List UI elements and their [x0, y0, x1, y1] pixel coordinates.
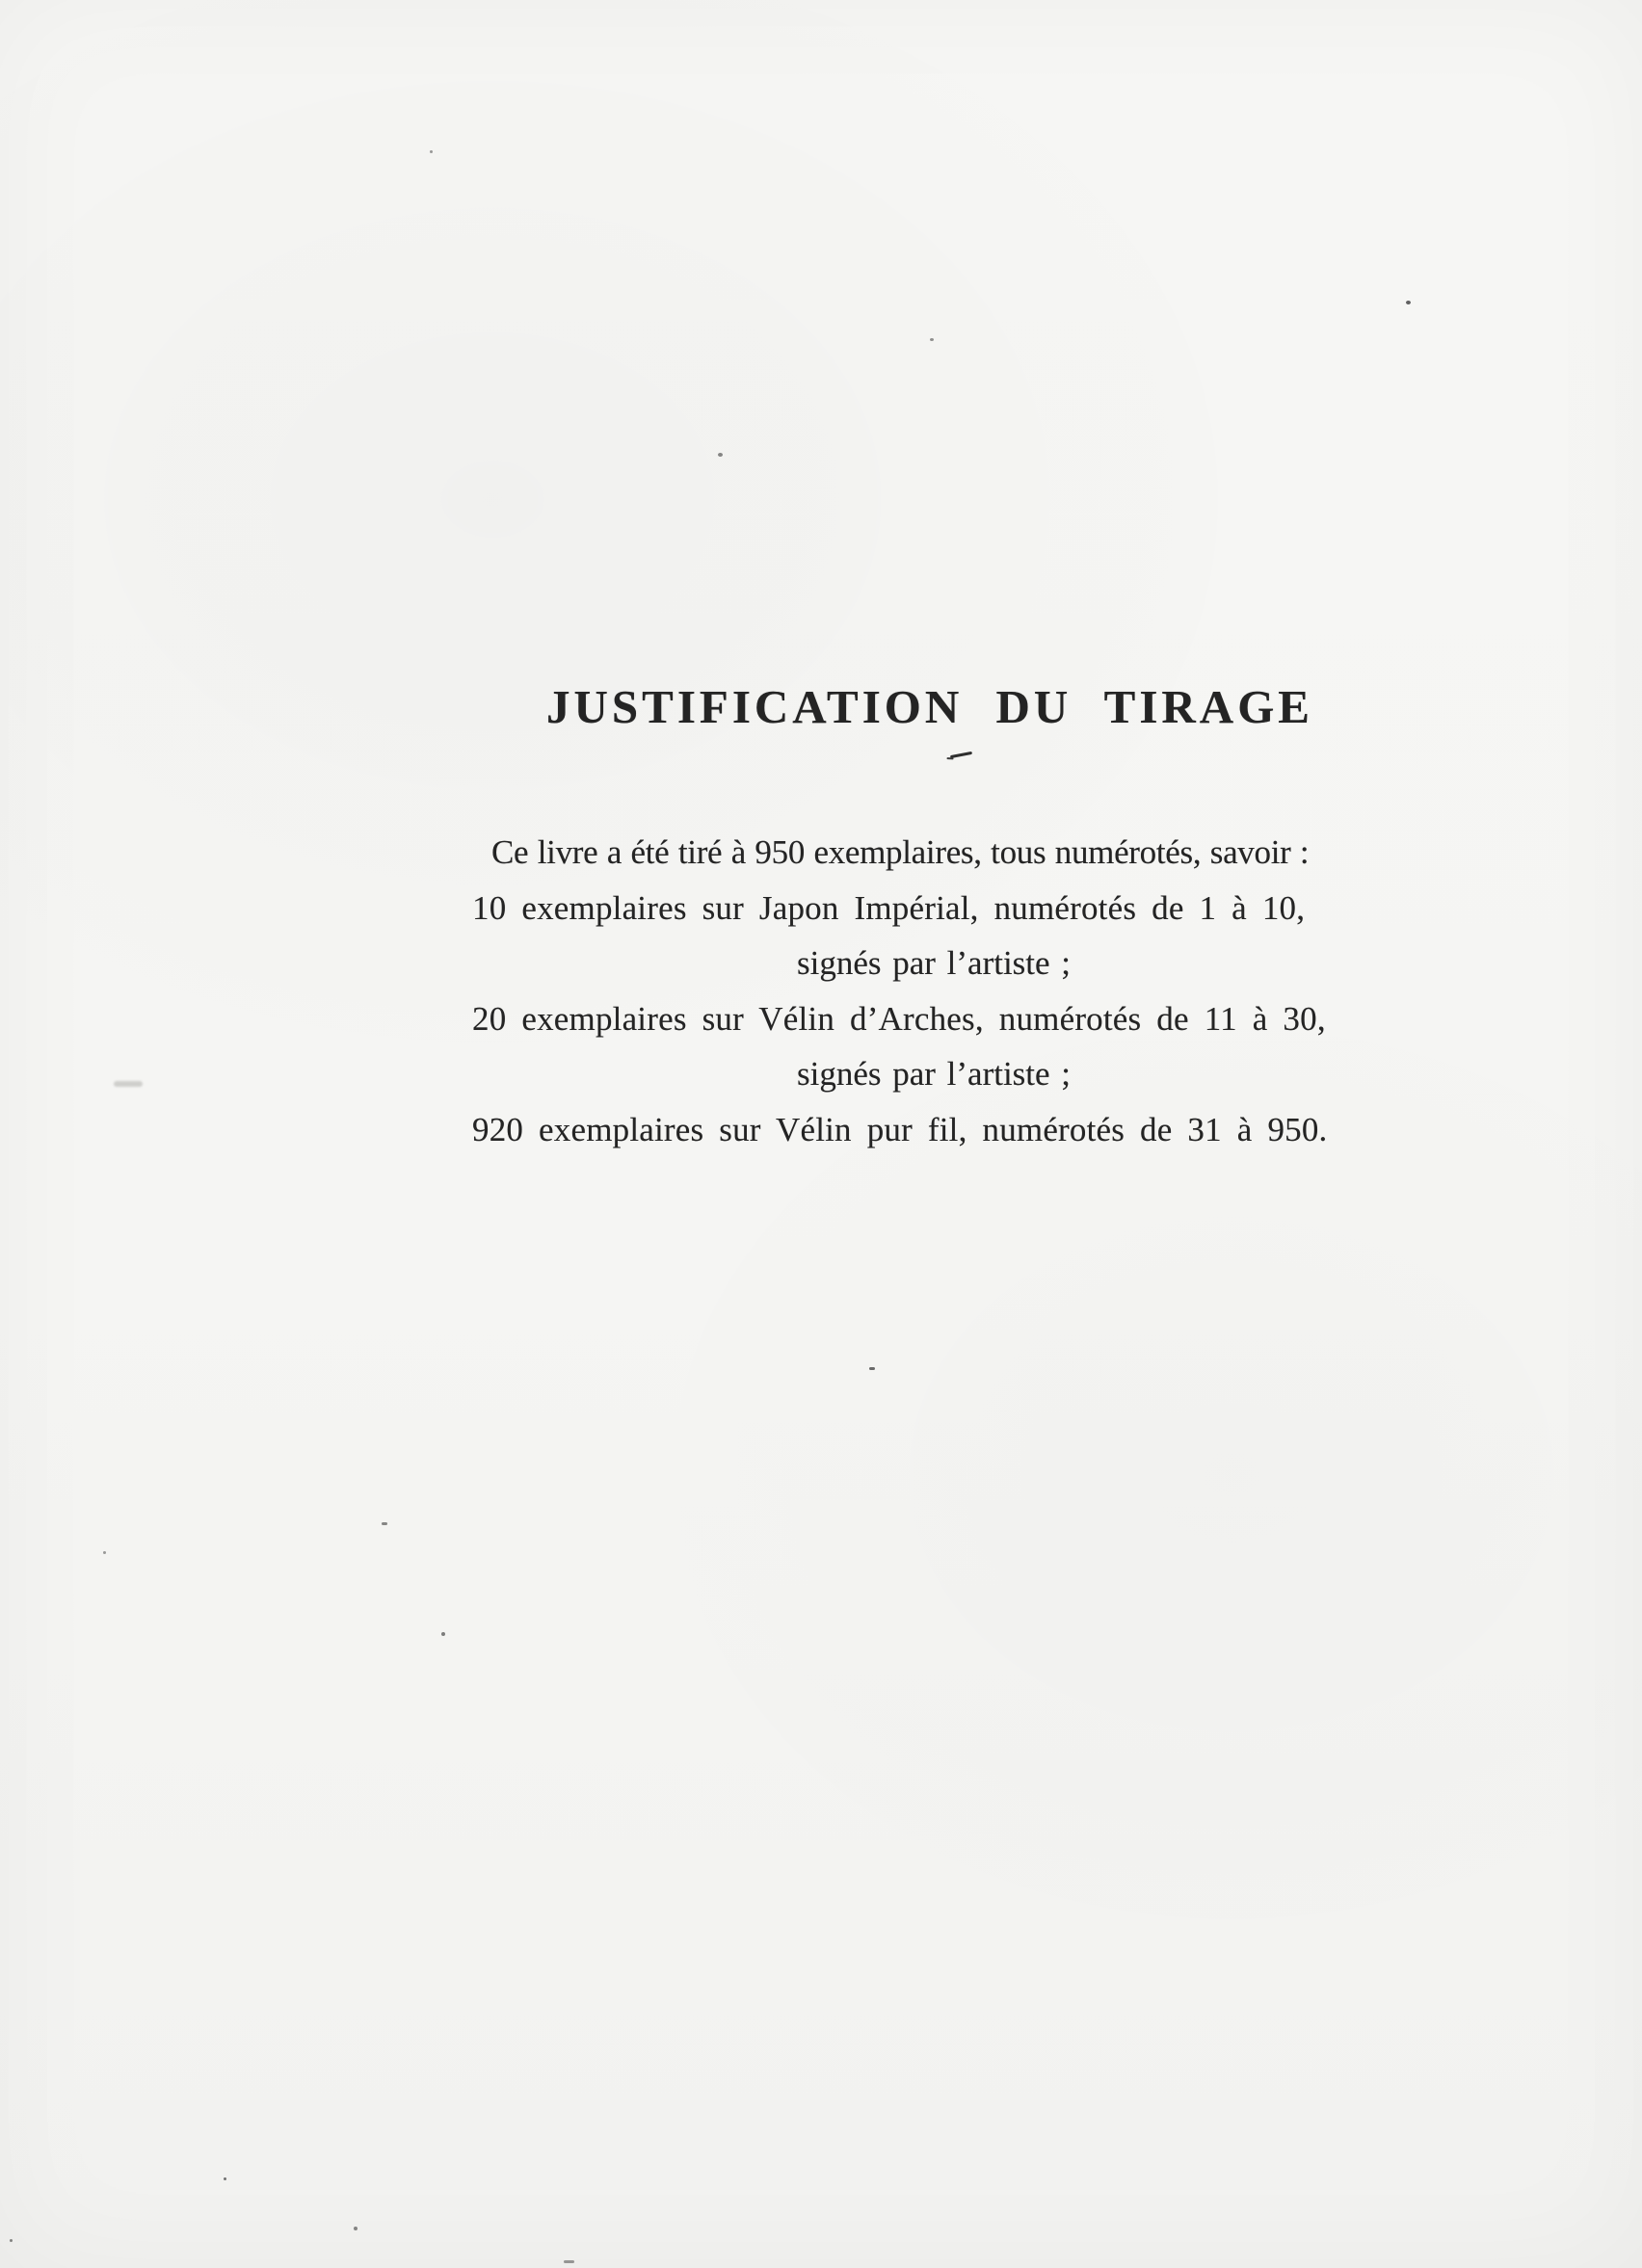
page-title: JUSTIFICATION DU TIRAGE: [546, 679, 1313, 733]
scan-smudge: [114, 1081, 143, 1087]
scan-speck: [564, 2260, 574, 2263]
limitation-line-intro: Ce livre a été tiré à 950 exemplaires, tous numérotés, savoir :: [491, 833, 1310, 871]
separator-dash-ornament: [950, 752, 972, 758]
scan-speck: [10, 2239, 13, 2242]
scan-speck: [718, 453, 723, 457]
scan-speck: [430, 150, 433, 153]
scan-speck: [224, 2177, 226, 2180]
limitation-line-purfil: 920 exemplaires sur Vélin pur fil, numérotés de 31 à 950.: [472, 1110, 1328, 1148]
scan-speck: [103, 1551, 106, 1554]
scan-speck: [930, 338, 934, 341]
scan-speck: [869, 1367, 875, 1370]
limitation-text-block: [472, 825, 1395, 1157]
limitation-line-japon: 10 exemplaires sur Japon Impérial, numérotés de 1 à 10,: [472, 888, 1306, 927]
scan-speck: [354, 2227, 358, 2230]
scan-speck: [1406, 301, 1411, 304]
limitation-line-signed-1: signés par l’artiste ;: [796, 944, 1072, 982]
scan-speck: [441, 1632, 445, 1636]
limitation-line-signed-2: signés par l’artiste ;: [796, 1055, 1072, 1093]
limitation-line-arches: 20 exemplaires sur Vélin d’Arches, numérotés de 11 à 30,: [472, 999, 1326, 1038]
scan-speck: [382, 1522, 387, 1525]
